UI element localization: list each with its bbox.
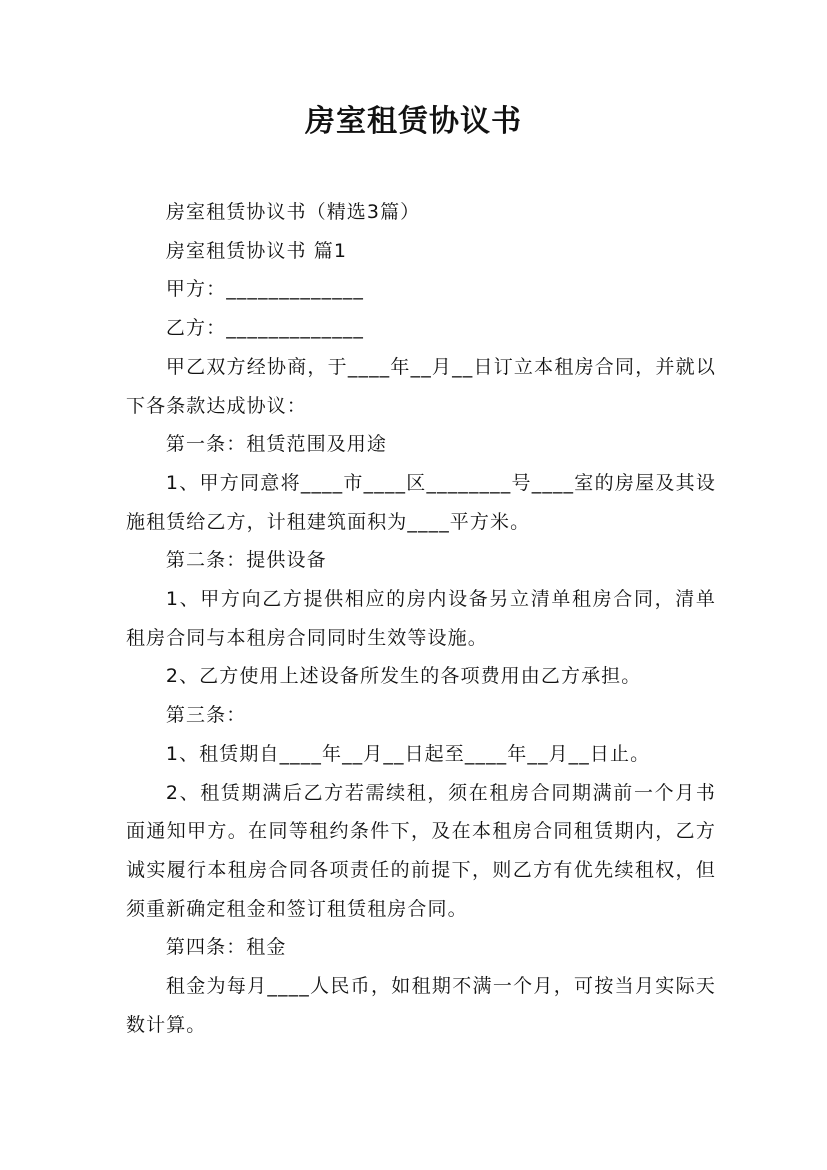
paragraph-party-b: 乙方：_____________ [165,317,364,340]
paragraph-article-1-heading: 第一条：租赁范围及用途 [165,433,387,456]
paragraph-article-2-heading: 第二条：提供设备 [165,549,327,572]
paragraph-section-heading: 房室租赁协议书 篇1 [165,239,348,262]
paragraph-party-a: 甲方：_____________ [165,278,364,301]
paragraph-preamble: 甲乙双方经协商，于____年__月__日订立本租房合同，并就以下各条款达成协议： [126,355,716,417]
paragraph-article-1-clause-1: 1、甲方同意将____市____区________号____室的房屋及其设施租赁给乙方，计租建筑面积为____平方米。 [126,471,716,533]
paragraph-article-4-heading: 第四条：租金 [165,936,287,959]
paragraph-article-3-clause-2: 2、租赁期满后乙方若需续租，须在租房合同期满前一个月书面通知甲方。在同等租约条件下，及在本租房合同租赁期内，乙方诚实履行本租房合同各项责任的前提下，则乙方有优先续租权，但须重新确定租金和签订租赁租房合同。 [126,781,716,920]
paragraph-article-4-clause: 租金为每月____人民币，如租期不满一个月，可按当月实际天数计算。 [126,975,716,1036]
document-title: 房室租赁协议书 [305,104,522,139]
paragraph-article-2-clause-1: 1、甲方向乙方提供相应的房内设备另立清单租房合同，清单租房合同与本租房合同同时生效等设施。 [126,588,716,649]
paragraph-article-3-clause-1: 1、租赁期自____年__月__日起至____年__月__日止。 [165,742,651,765]
paragraph-article-2-clause-2: 2、乙方使用上述设备所发生的各项费用由乙方承担。 [165,665,642,688]
paragraph-subtitle: 房室租赁协议书（精选3篇） [165,201,421,223]
document-body [126,193,716,1044]
paragraph-article-3-heading: 第三条： [165,704,247,727]
